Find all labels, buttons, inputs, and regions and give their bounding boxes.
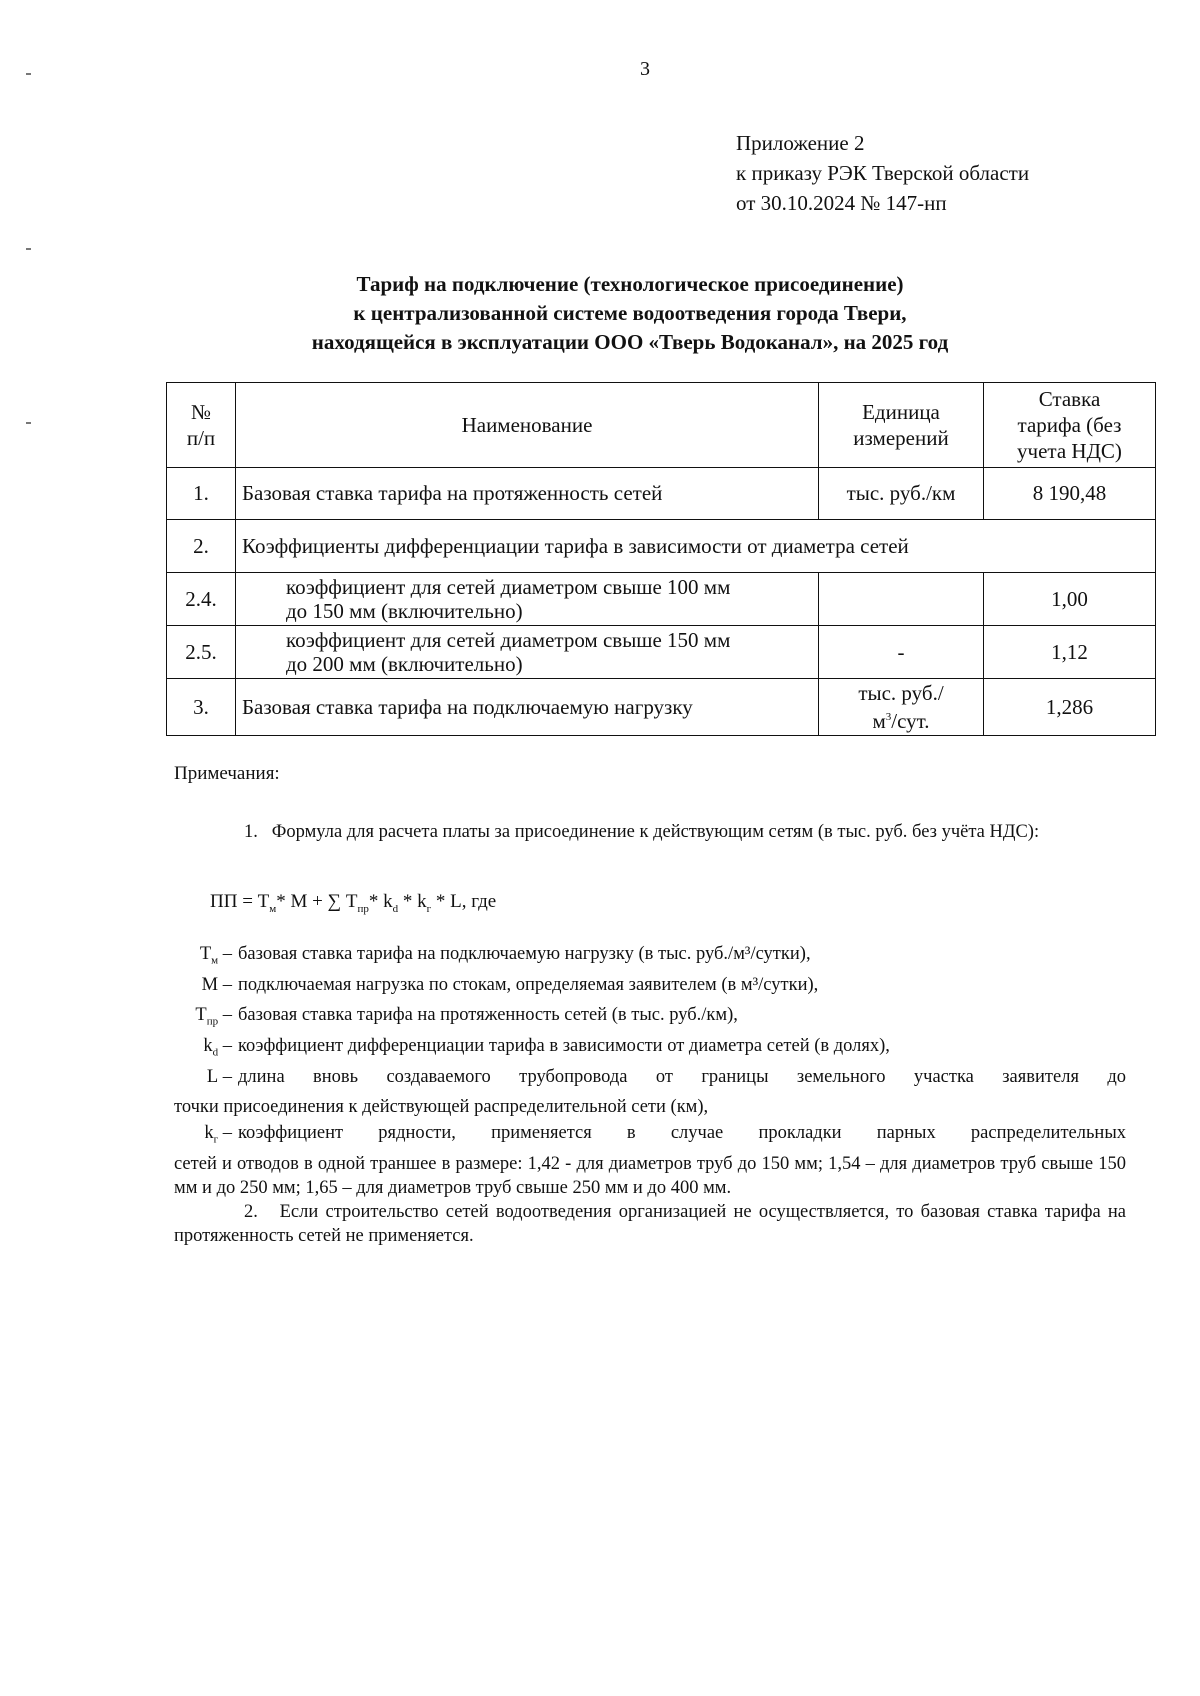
appendix-order: к приказу РЭК Тверской области xyxy=(736,161,1030,185)
header-rate-line3: учета НДС) xyxy=(1017,439,1122,463)
row-name: Базовая ставка тарифа на протяженность сетей xyxy=(236,468,819,520)
header-unit-line2: измерений xyxy=(853,426,949,450)
title-line-1: Тариф на подключение (технологическое присоединение) xyxy=(356,272,904,296)
symbol-sub: d xyxy=(212,1046,219,1059)
scan-mark xyxy=(26,422,31,424)
variable-text: подключаемая нагрузка по стокам, определяемая заявителем (в м³/сутки), xyxy=(238,974,819,995)
header-unit-line1: Единица xyxy=(862,400,940,424)
note-2 xyxy=(174,1200,1126,1248)
row-name-line1: коэффициент для сетей диаметром свыше 150 мм xyxy=(286,628,731,652)
row-num: 1. xyxy=(167,468,236,520)
row-num: 2.5. xyxy=(167,626,236,679)
symbol-sub: г xyxy=(213,1134,219,1147)
formula-part: * k xyxy=(368,891,393,912)
symbol-sub: м xyxy=(211,954,219,967)
note-1-number: 1. xyxy=(244,822,258,842)
row-rate: 8 190,48 xyxy=(984,468,1156,520)
formula-part: ПП = Т xyxy=(210,891,270,912)
table-row xyxy=(167,468,1156,520)
row-num: 2. xyxy=(167,520,236,573)
row-num: 3. xyxy=(167,679,236,736)
variable-text: коэффициент рядности, применяется в случае прокладки парных распределительных xyxy=(238,1123,1126,1144)
variable-symbol xyxy=(174,973,238,1004)
row-unit xyxy=(819,679,984,736)
row-rate: 1,12 xyxy=(984,626,1156,679)
unit-base: м xyxy=(872,709,886,733)
row-rate: 1,286 xyxy=(984,679,1156,736)
symbol-dash: – xyxy=(218,1066,232,1087)
variable-symbol xyxy=(174,1121,238,1152)
header-num xyxy=(167,383,236,468)
variable-definition xyxy=(174,1065,1126,1096)
header-rate xyxy=(984,383,1156,468)
tariff-table xyxy=(166,382,1156,736)
variable-definition xyxy=(174,942,1126,973)
header-num-line2: п/п xyxy=(186,426,216,450)
table-row xyxy=(167,679,1156,736)
row-name xyxy=(236,626,819,679)
note-1-text: Формула для расчета платы за присоединение к действующим сетям (в тыс. руб. без учёта НДС): xyxy=(271,822,1040,842)
note-1 xyxy=(174,820,1126,844)
symbol-base: k xyxy=(204,1123,214,1144)
formula xyxy=(210,890,1162,921)
symbol-base: Т xyxy=(195,1005,207,1026)
row-name xyxy=(236,573,819,626)
variable-symbol xyxy=(174,1034,238,1065)
formula-part: * k xyxy=(398,891,427,912)
appendix-number: Приложение 2 xyxy=(736,131,865,155)
row-unit-line2 xyxy=(825,705,977,733)
row-unit-line1: тыс. руб./ xyxy=(858,681,944,705)
variable-symbol xyxy=(174,942,238,973)
note-2-number: 2. xyxy=(244,1202,258,1223)
variable-text-continuation: сетей и отводов в одной траншее в размере: 1,42 - для диаметров труб до 150 мм; 1,54 – для диаметров труб свыше 150 мм и до 250 мм; 1,65 – для диаметров труб свыше 250 мм и до 400 мм. xyxy=(174,1154,1126,1199)
row-name-line2: до 200 мм (включительно) xyxy=(286,652,523,676)
symbol-dash: – xyxy=(218,1036,232,1057)
table-header-row xyxy=(167,383,1156,468)
header-rate-line1: Ставка xyxy=(1038,387,1101,411)
unit-superscript: 3 xyxy=(885,711,892,723)
table-row xyxy=(167,626,1156,679)
row-unit xyxy=(819,573,984,626)
variable-text: базовая ставка тарифа на подключаемую нагрузку (в тыс. руб./м³/сутки), xyxy=(238,944,811,964)
header-num-line1: № xyxy=(190,400,212,424)
symbol-base: Т xyxy=(199,944,212,964)
symbol-dash: – xyxy=(218,1005,232,1026)
variable-symbol xyxy=(174,1003,238,1034)
header-unit xyxy=(819,383,984,468)
variable-definition xyxy=(174,1121,1126,1152)
table-row xyxy=(167,573,1156,626)
row-rate: 1,00 xyxy=(984,573,1156,626)
page-number: 3 xyxy=(640,58,650,80)
variable-text: длина вновь создаваемого трубопровода от границы земельного участка заявителя до xyxy=(238,1066,1126,1087)
row-name: Базовая ставка тарифа на подключаемую нагрузку xyxy=(236,679,819,736)
row-name-line2: до 150 мм (включительно) xyxy=(286,599,523,623)
header-rate-line2: тарифа (без xyxy=(1017,413,1122,437)
variable-text: коэффициент дифференциации тарифа в зависимости от диаметра сетей (в долях), xyxy=(238,1036,890,1057)
variable-text-continuation: точки присоединения к действующей распределительной сети (км), xyxy=(174,1097,709,1118)
notes-heading: Примечания: xyxy=(174,763,280,784)
scan-mark xyxy=(26,73,31,75)
formula-part: * М + ∑ Т xyxy=(276,891,358,912)
row-unit: - xyxy=(819,626,984,679)
symbol-dash: – xyxy=(218,974,232,995)
symbol-base: М xyxy=(201,974,219,995)
row-unit: тыс. руб./км xyxy=(819,468,984,520)
row-name-line1: коэффициент для сетей диаметром свыше 100 мм xyxy=(286,575,731,599)
title-line-3: находящейся в эксплуатации ООО «Тверь Водоканал», на 2025 год xyxy=(311,330,949,354)
table-row xyxy=(167,520,1156,573)
row-name: Коэффициенты дифференциации тарифа в зависимости от диаметра сетей xyxy=(236,520,1156,573)
formula-sub: м xyxy=(269,902,277,915)
symbol-sub: пр xyxy=(206,1016,219,1029)
unit-rest: /сут. xyxy=(891,709,930,733)
row-num: 2.4. xyxy=(167,573,236,626)
variable-definition xyxy=(174,1034,1126,1065)
variable-text: базовая ставка тарифа на протяженность сетей (в тыс. руб./км), xyxy=(238,1005,738,1026)
variable-symbol xyxy=(174,1065,238,1096)
variable-definition xyxy=(174,1003,1126,1034)
note-2-text: Если строительство сетей водоотведения организацией не осуществляется, то базовая ставка тарифа на протяженность сетей не применяется. xyxy=(174,1202,1127,1247)
header-name: Наименование xyxy=(236,383,819,468)
formula-sub: d xyxy=(392,902,399,915)
symbol-base: L xyxy=(206,1066,219,1087)
appendix-date: от 30.10.2024 № 147-нп xyxy=(736,191,947,215)
formula-part: * L, где xyxy=(431,891,497,912)
symbol-base: k xyxy=(203,1036,213,1057)
symbol-dash: – xyxy=(218,1123,232,1144)
formula-sub: пр xyxy=(357,902,369,915)
scan-mark xyxy=(26,248,31,250)
variable-definitions xyxy=(174,942,1126,1248)
formula-sub: г xyxy=(426,902,432,915)
symbol-dash: – xyxy=(218,944,232,964)
variable-definition xyxy=(174,973,1126,1004)
title-line-2: к централизованной системе водоотведения города Твери, xyxy=(353,301,907,325)
